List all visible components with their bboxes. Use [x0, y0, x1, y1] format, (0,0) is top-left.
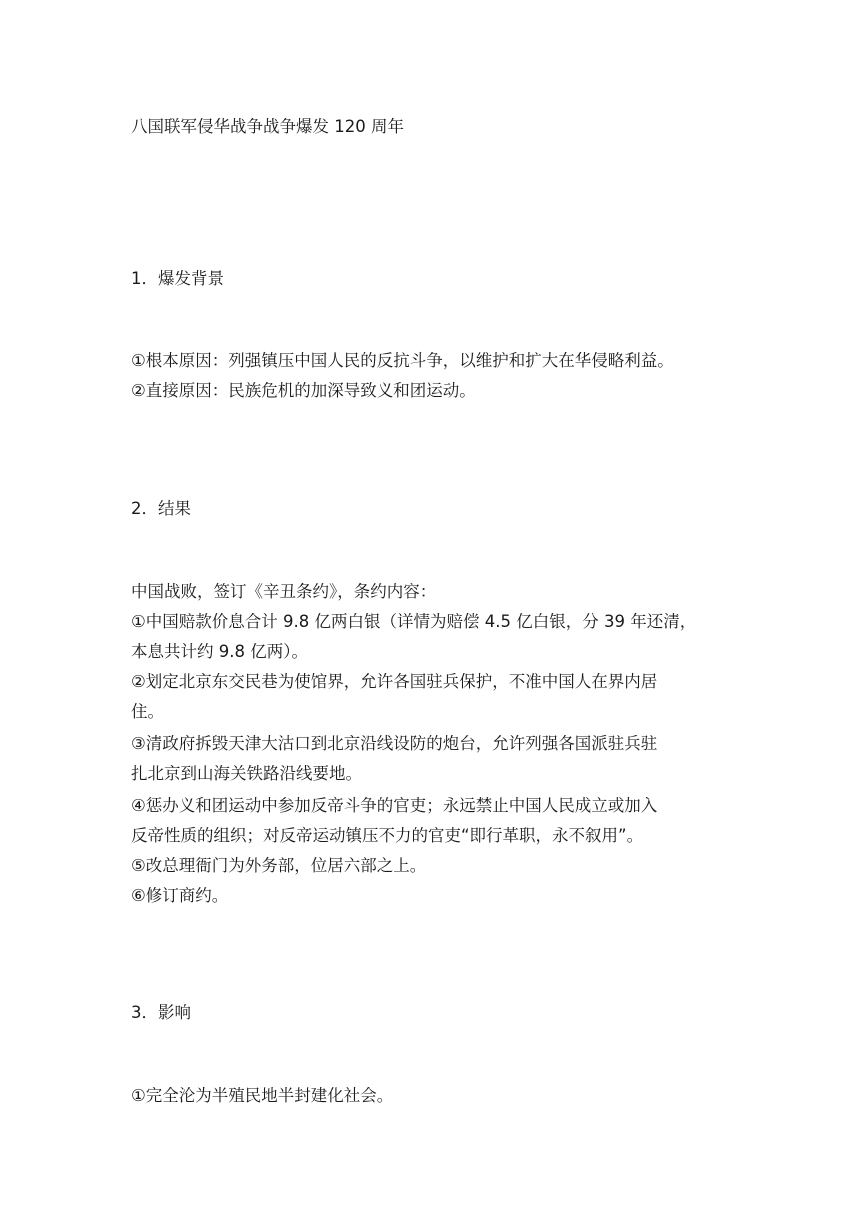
paragraph-line: ③清政府拆毁天津大沽口到北京沿线设防的炮台，允许列强各国派驻兵驻 [131, 734, 658, 753]
paragraph-line: ①根本原因：列强镇压中国人民的反抗斗争，以维护和扩大在华侵略利益。 [131, 351, 674, 370]
section-heading-impact: 3．影响 [131, 1003, 191, 1022]
paragraph-line: ①中国赔款价息合计 9.8 亿两白银（详情为赔偿 4.5 亿白银，分 39 年还清， [131, 612, 697, 631]
paragraph-line: 中国战败，签订《辛丑条约》，条约内容： [131, 582, 437, 601]
paragraph-line: ②划定北京东交民巷为使馆界，允许各国驻兵保护，不准中国人在界内居 [131, 672, 658, 691]
section-heading-result: 2．结果 [131, 499, 191, 518]
paragraph-line: ⑤改总理衙门为外务部，位居六部之上。 [131, 856, 427, 875]
paragraph-line: ⑥修订商约。 [131, 886, 229, 905]
section-heading-background: 1．爆发背景 [131, 269, 224, 288]
paragraph-line: 住。 [131, 702, 164, 721]
paragraph-line: ②直接原因：民族危机的加深导致义和团运动。 [131, 381, 476, 400]
paragraph-line: 扎北京到山海关铁路沿线要地。 [131, 764, 362, 783]
document-title: 八国联军侵华战争战争爆发 120 周年 [131, 117, 404, 136]
paragraph-line: ④惩办义和团运动中参加反帝斗争的官吏；永远禁止中国人民成立或加入 [131, 796, 658, 815]
paragraph-line: 本息共计约 9.8 亿两）。 [131, 642, 308, 661]
paragraph-line: 反帝性质的组织；对反帝运动镇压不力的官吏“即行革职，永不叙用”。 [131, 826, 644, 845]
paragraph-line: ①完全沦为半殖民地半封建化社会。 [131, 1086, 394, 1105]
